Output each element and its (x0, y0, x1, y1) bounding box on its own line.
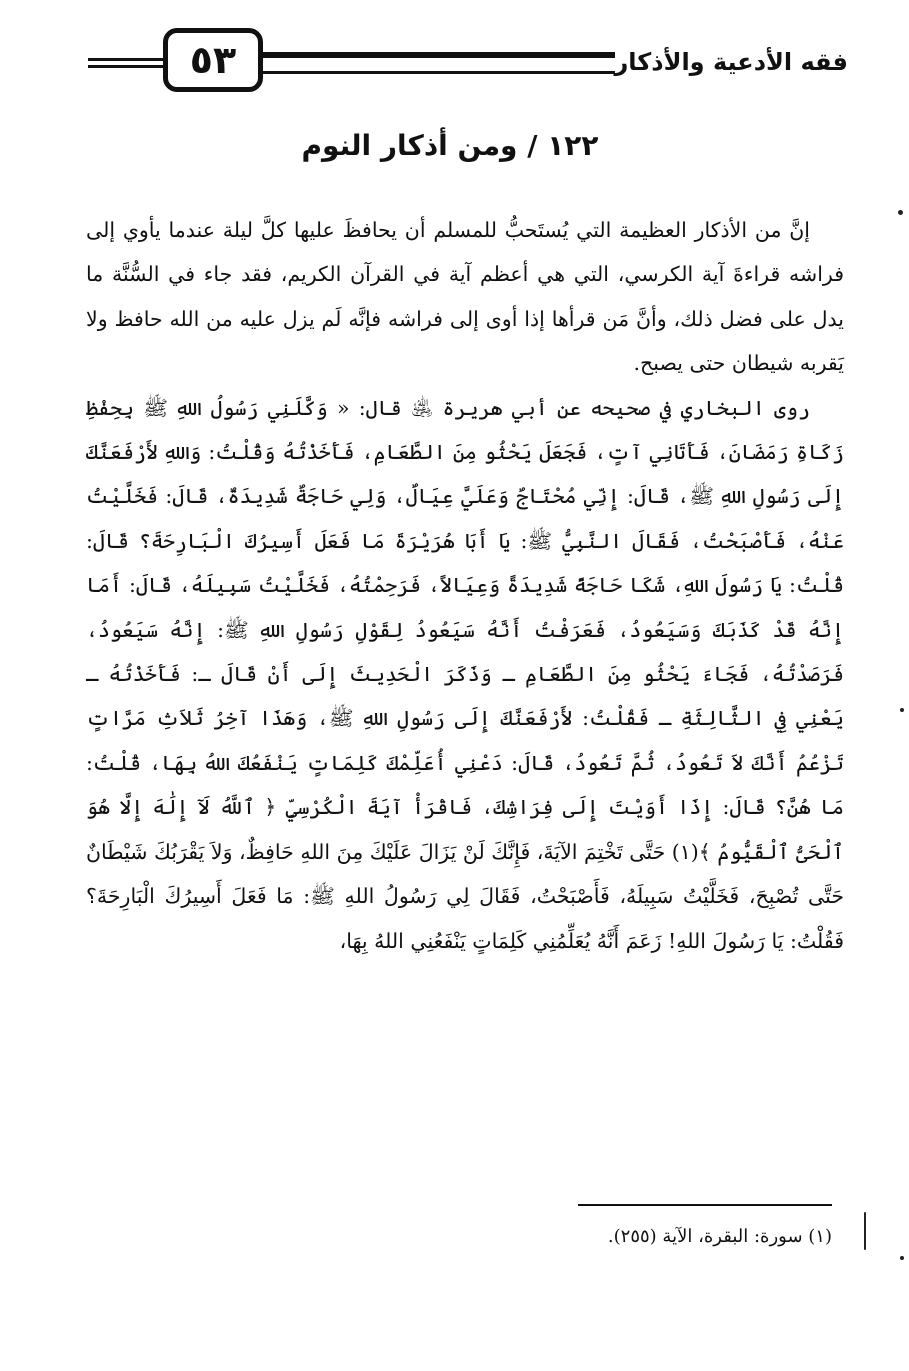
page-header (88, 28, 848, 96)
paragraph-hadith: روى البخاري في صحيحه عن أبي هريرة ﵁ قال: « وَكَّلَنِي رَسُولُ اللهِ ﷺ بِحِفْظِ زَكَاةِ رَمَضَانَ، فَأَتَانِي آتٍ، فَجَعَلَ يَحْثُو مِنَ الطَّعَامِ، فَأَخَذْتُهُ وَقُلْتُ: وَاللهِ لأَرْفَعَنَّكَ إِلَى رَسُولِ اللهِ ﷺ، قَالَ: إِنِّي مُحْتَاجٌ وَعَلَيَّ عِيَالٌ، وَلِي حَاجَةٌ شَدِيدَةٌ، قَالَ: فَخَلَّيْتُ عَنْهُ، فَأَصْبَحْتُ، فَقَالَ النَّبِيُّ ﷺ: يَا أَبَا هُرَيْرَةَ مَا فَعَلَ أَسِيرُكَ الْبَارِحَةَ؟ قَالَ: قُلْتُ: يَا رَسُولَ اللهِ، شَكَا حَاجَةً شَدِيدَةً وَعِيَالاً، فَرَحِمْتُهُ، فَخَلَّيْتُ سَبِيلَهُ، قَالَ: أَمَا إِنَّهُ قَدْ كَذَبَكَ وَسَيَعُودُ، فَعَرَفْتُ أَنَّهُ سَيَعُودُ لِقَوْلِ رَسُولِ اللهِ ﷺ: إِنَّهُ سَيَعُودُ، فَرَصَدْتُهُ، فَجَاءَ يَحْثُو مِنَ الطَّعَامِ ـ وَذَكَرَ الْحَدِيثَ إِلَى أَنْ قَالَ ـ: فَأَخَذْتُهُ ـ يَعْنِي فِي الثَّالِثَةِ ـ فَقُلْتُ: لأَرْفَعَنَّكَ إِلَى رَسُولِ اللهِ ﷺ، وَهَذَا آخِرُ ثَلاَثِ مَرَّاتٍ تَزْعُمُ أَنَّكَ لاَ تَعُودُ، ثُمَّ تَعُودُ، قَالَ: دَعْنِي أُعَلِّمْكَ كَلِمَاتٍ يَنْفَعُكَ اللهُ بِهَا، قُلْتُ: مَا هُنَّ؟ قَالَ: إِذَا أَوَيْتَ إِلَى فِرَاشِكَ، فَاقْرَأْ آيَةَ الْكُرْسِيِّ ﴿ ٱللَّهُ لَآ إِلَٰهَ إِلَّا هُوَ ٱلْحَىُّ ٱلْقَيُّومُ ﴾(١) حَتَّى تَخْتِمَ الآيَةَ، فَإِنَّكَ لَنْ يَزَالَ عَلَيْكَ مِنَ اللهِ حَافِظٌ، وَلاَ يَقْرَبُكَ شَيْطَانٌ حَتَّى تُصْبِحَ، فَخَلَّيْتُ سَبِيلَهُ، فَأَصْبَحْتُ، فَقَالَ لِي رَسُولُ اللهِ ﷺ: مَا فَعَلَ أَسِيرُكَ الْبَارِحَةَ؟ فَقُلْتُ: يَا رَسُولَ اللهِ! زَعَمَ أَنَّهُ يُعَلِّمُنِي كَلِمَاتٍ يَنْفَعُنِي اللهُ بِهَا، (86, 395, 844, 953)
section-heading: ١٢٢ / ومن أذكار النوم (301, 129, 599, 162)
page-number: ٥٣ (163, 28, 263, 92)
body-text (86, 208, 844, 963)
scan-mark (864, 1212, 866, 1250)
footnote: (١) سورة: البقرة، الآية (٢٥٥). (607, 1226, 832, 1247)
paragraph-intro: إنَّ من الأذكار العظيمة التي يُستَحبُّ للمسلم أن يحافظَ عليها كلَّ ليلة عندما يأوي إلى فراشه قراءةَ آية الكرسي، التي هي أعظم آية في القرآن الكريم، فقد جاء في السُّنَّة ما يدل على فضل ذلك، وأنَّ مَن قرأها إذا أوى إلى فراشه فإنَّه لَم يزل عليه من الله حافظ ولا يَقربه شيطان حتى يصبح. (86, 218, 844, 376)
footnote-rule (578, 1204, 832, 1206)
scan-mark (900, 708, 904, 712)
header-rule-middle (263, 52, 615, 74)
running-title: فقه الأدعية والأذكار (614, 48, 848, 76)
scan-mark (900, 1256, 904, 1260)
scan-mark (898, 210, 903, 215)
